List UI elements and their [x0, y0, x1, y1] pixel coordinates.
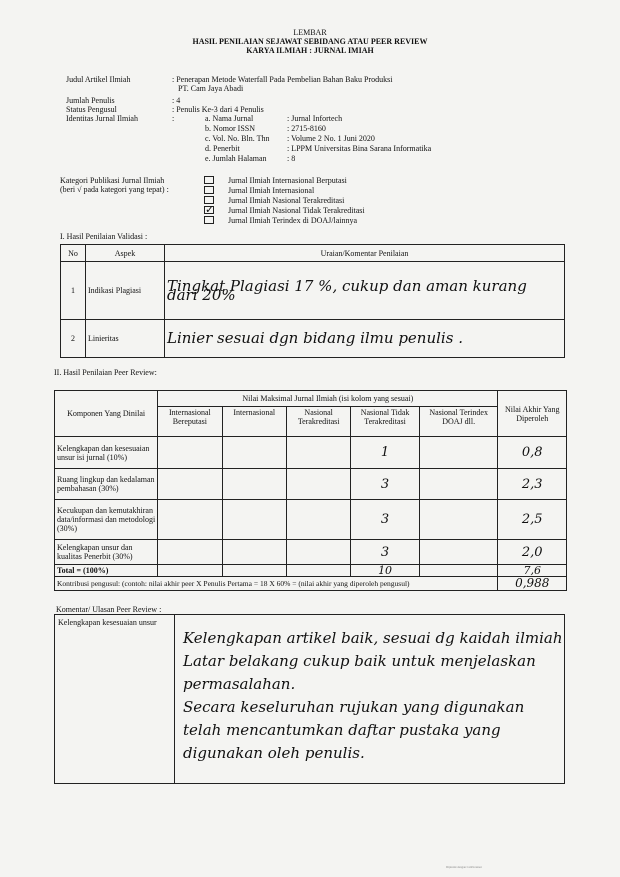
table-row [55, 469, 567, 500]
kategori-checkbox[interactable] [204, 216, 214, 224]
row-aspek: Indikasi Plagiasi [86, 262, 165, 320]
row-komponen: Kelengkapan dan kesesuaian unsur isi jurnal (10%) [55, 437, 158, 469]
komentar-text [183, 627, 563, 765]
table-row-total [55, 565, 567, 577]
judul-label: Judul Artikel Ilmiah [66, 75, 131, 84]
table-row [61, 320, 565, 358]
komentar-box [54, 614, 565, 784]
row-akhir: 0,8 [498, 437, 567, 469]
sub-col: Nasional Terindex DOAJ dll. [419, 407, 498, 437]
row-aspek: Linieritas [86, 320, 165, 358]
kategori-option: Jurnal Ilmiah Nasional Terakreditasi [228, 196, 345, 205]
row-akhir: 2,5 [498, 500, 567, 540]
row-maks: 3 [351, 469, 419, 500]
jurnal-value: : 2715-8160 [287, 124, 326, 133]
kategori-label: Kategori Publikasi Jurnal Ilmiah [60, 176, 165, 185]
komentar-line: Kelengkapan artikel baik, sesuai dg kaidah ilmiah [183, 629, 563, 647]
col-nilai-maks: Nilai Maksimal Jurnal Ilmiah (isi kolom yang sesuai) [158, 391, 498, 407]
row-akhir: 2,3 [498, 469, 567, 500]
row-komentar: Linier sesuai dgn bidang ilmu penulis . [165, 320, 565, 358]
komentar-line: digunakan oleh penulis. [183, 744, 365, 762]
kontribusi-label: Kontribusi pengusul: (contoh: nilai akhir peer X Penulis Pertama = 18 X 60% = (nilai akhir yang diperoleh pengusul) [55, 577, 498, 591]
sub-col: Internasional [222, 407, 286, 437]
row-no: 1 [61, 262, 86, 320]
jurnal-key: c. Vol. No. Bln. Thn [205, 134, 270, 143]
row-komentar: Tingkat Plagiasi 17 %, cukup dan aman kurang dari 20% [165, 262, 565, 320]
kategori-checkbox[interactable] [204, 186, 214, 194]
jumlah-label: Jumlah Penulis [66, 96, 115, 105]
identitas-label: Identitas Jurnal Ilmiah [66, 114, 138, 123]
komentar-line: permasalahan. [183, 675, 296, 693]
table-row [61, 262, 565, 320]
row-akhir: 2,0 [498, 540, 567, 565]
kategori-option: Jurnal Ilmiah Internasional Berputasi [228, 176, 347, 185]
komentar-left-col [55, 615, 175, 783]
komentar-line: Latar belakang cukup baik untuk menjelaskan [183, 652, 536, 670]
validasi-table [60, 244, 565, 358]
total-akhir: 7,6 [498, 565, 567, 577]
row-komponen: Kelengkapan unsur dan kualitas Penerbit (30%) [55, 540, 158, 565]
row-no: 2 [61, 320, 86, 358]
jurnal-key: b. Nomor ISSN [205, 124, 256, 133]
sub-col: Nasional Tidak Terakreditasi [351, 407, 419, 437]
status-value: : Penulis Ke-3 dari 4 Penulis [172, 105, 264, 114]
judul-value: : Penerapan Metode Waterfall Pada Pembelian Bahan Baku Produksi [172, 75, 393, 84]
row-maks: 3 [351, 500, 419, 540]
jurnal-key: d. Penerbit [205, 144, 240, 153]
peer-table [54, 390, 567, 591]
validasi-title: I. Hasil Penilaian Validasi : [60, 232, 148, 241]
sub-col: Internasional Bereputasi [158, 407, 222, 437]
col-aspek: Aspek [86, 245, 165, 262]
table-row [55, 437, 567, 469]
kategori-option: Jurnal Ilmiah Terindex di DOAJ/lainnya [228, 216, 358, 225]
sheet-title-line3: KARYA ILMIAH : JURNAL IMIAH [246, 46, 374, 55]
jurnal-value: : LPPM Universitas Bina Sarana Informatika [287, 144, 432, 153]
sheet-title-line1: LEMBAR [293, 28, 327, 37]
row-komponen: Kecukupan dan kemutakhiran data/informasi dan metodologi (30%) [55, 500, 158, 540]
row-komponen: Ruang lingkup dan kedalaman pembahasan (30%) [55, 469, 158, 500]
col-no: No [61, 245, 86, 262]
kategori-hint: (beri √ pada kategori yang tepat) : [60, 185, 169, 194]
komentar-title: Komentar/ Ulasan Peer Review : [56, 605, 162, 614]
jumlah-value: : 4 [172, 96, 181, 105]
col-akhir: Nilai Akhir Yang Diperoleh [498, 391, 567, 437]
table-row [55, 540, 567, 565]
table-row [55, 500, 567, 540]
total-maks: 10 [351, 565, 419, 577]
kategori-option: Jurnal Ilmiah Nasional Tidak Terakreditasi [228, 206, 365, 215]
jurnal-value: : Jurnal Infortech [287, 114, 343, 123]
total-label: Total = (100%) [55, 565, 158, 577]
scanner-footer: Dipindai dengan CamScanner [446, 865, 482, 869]
kontribusi-value: 0,988 [498, 577, 567, 591]
status-label: Status Pengusul [66, 105, 117, 114]
check-mark-icon: ✓ [205, 203, 215, 216]
judul-value-cont: PT. Cam Jaya Abadi [178, 84, 244, 93]
sub-col: Nasional Terakreditasi [286, 407, 350, 437]
kategori-checkbox-checked[interactable] [204, 203, 215, 216]
kontribusi-row [55, 577, 567, 591]
row-maks: 1 [351, 437, 419, 469]
col-komponen: Komponen Yang Dinilai [55, 391, 158, 437]
col-uraian: Uraian/Komentar Penilaian [165, 245, 565, 262]
jurnal-key: e. Jumlah Halaman [205, 154, 267, 163]
komentar-line: telah mencantumkan daftar pustaka yang [183, 721, 501, 739]
jurnal-key: a. Nama Jurnal [205, 114, 254, 123]
identitas-colon: : [172, 114, 175, 123]
jurnal-value: : 8 [287, 154, 296, 163]
peer-title: II. Hasil Penilaian Peer Review: [54, 368, 157, 377]
jurnal-value: : Volume 2 No. 1 Juni 2020 [287, 134, 375, 143]
sheet-title-line2: HASIL PENILAIAN SEJAWAT SEBIDANG ATAU PEER REVIEW [192, 37, 428, 46]
komentar-aspek: Kelengkapan kesesuaian unsur [58, 618, 157, 627]
komentar-line: Secara keseluruhan rujukan yang digunakan [183, 698, 525, 716]
row-maks: 3 [351, 540, 419, 565]
kategori-checkbox[interactable] [204, 176, 214, 184]
kategori-option: Jurnal Ilmiah Internasional [228, 186, 315, 195]
